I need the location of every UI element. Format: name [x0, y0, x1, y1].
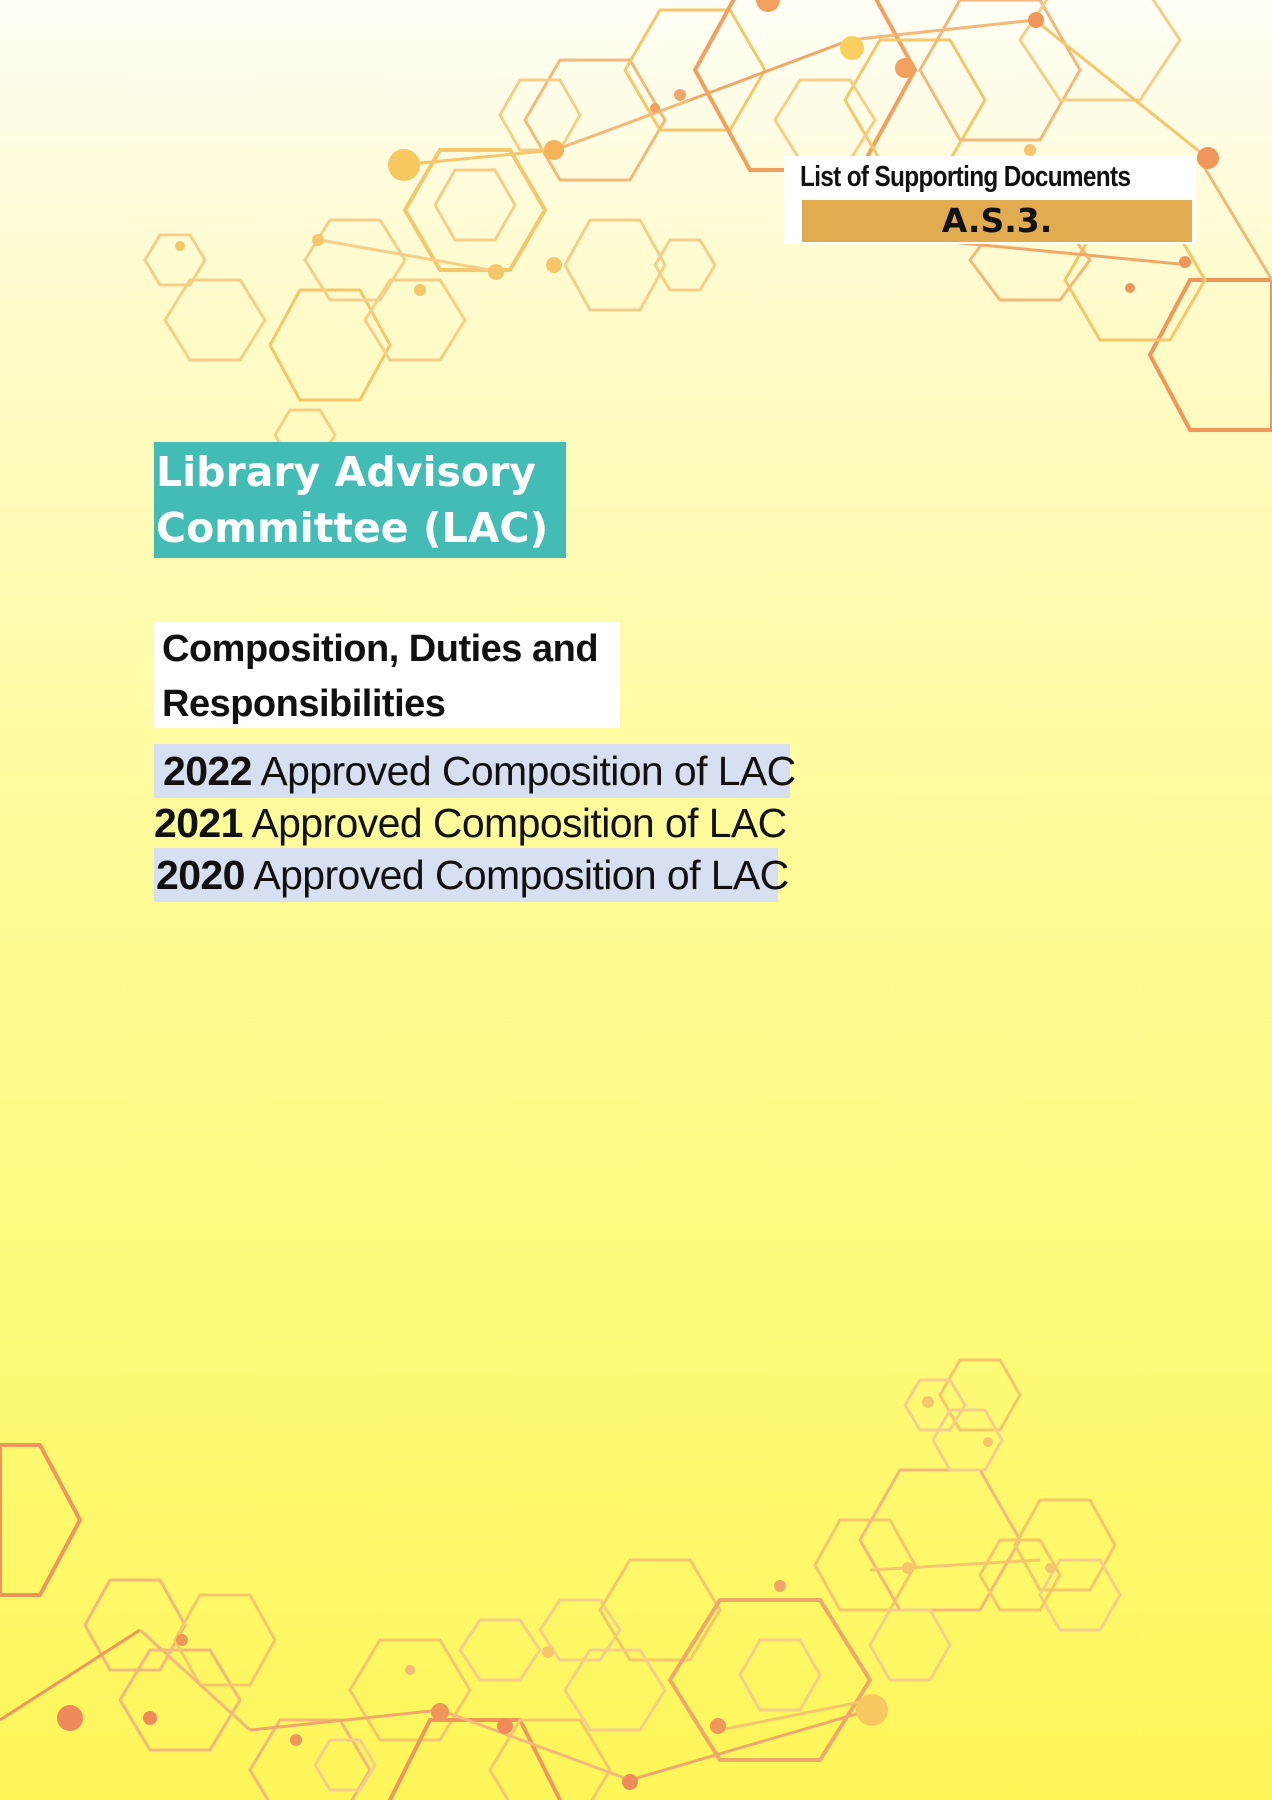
document-link-2022[interactable]: [154, 744, 796, 798]
document-year: 2021: [154, 800, 243, 846]
committee-title-line-1: Library Advisory: [156, 448, 537, 496]
document-link-2020[interactable]: [154, 848, 789, 902]
section-heading: [154, 622, 620, 728]
document-code-bar: A.S.3.: [802, 200, 1192, 242]
document-year: 2022: [163, 748, 252, 794]
document-label: Approved Composition of LAC: [251, 800, 787, 846]
document-year: 2020: [156, 852, 245, 898]
committee-title-line-2: Committee (LAC): [156, 504, 549, 552]
document-label: Approved Composition of LAC: [253, 852, 789, 898]
section-heading-line-2: Responsibilities: [162, 683, 446, 725]
document-link-2021[interactable]: [154, 796, 787, 850]
section-heading-line-1: Composition, Duties and: [162, 628, 599, 670]
supporting-documents-label: List of Supporting Documents: [800, 161, 1131, 193]
document-label: Approved Composition of LAC: [260, 748, 796, 794]
committee-title: [154, 442, 566, 558]
